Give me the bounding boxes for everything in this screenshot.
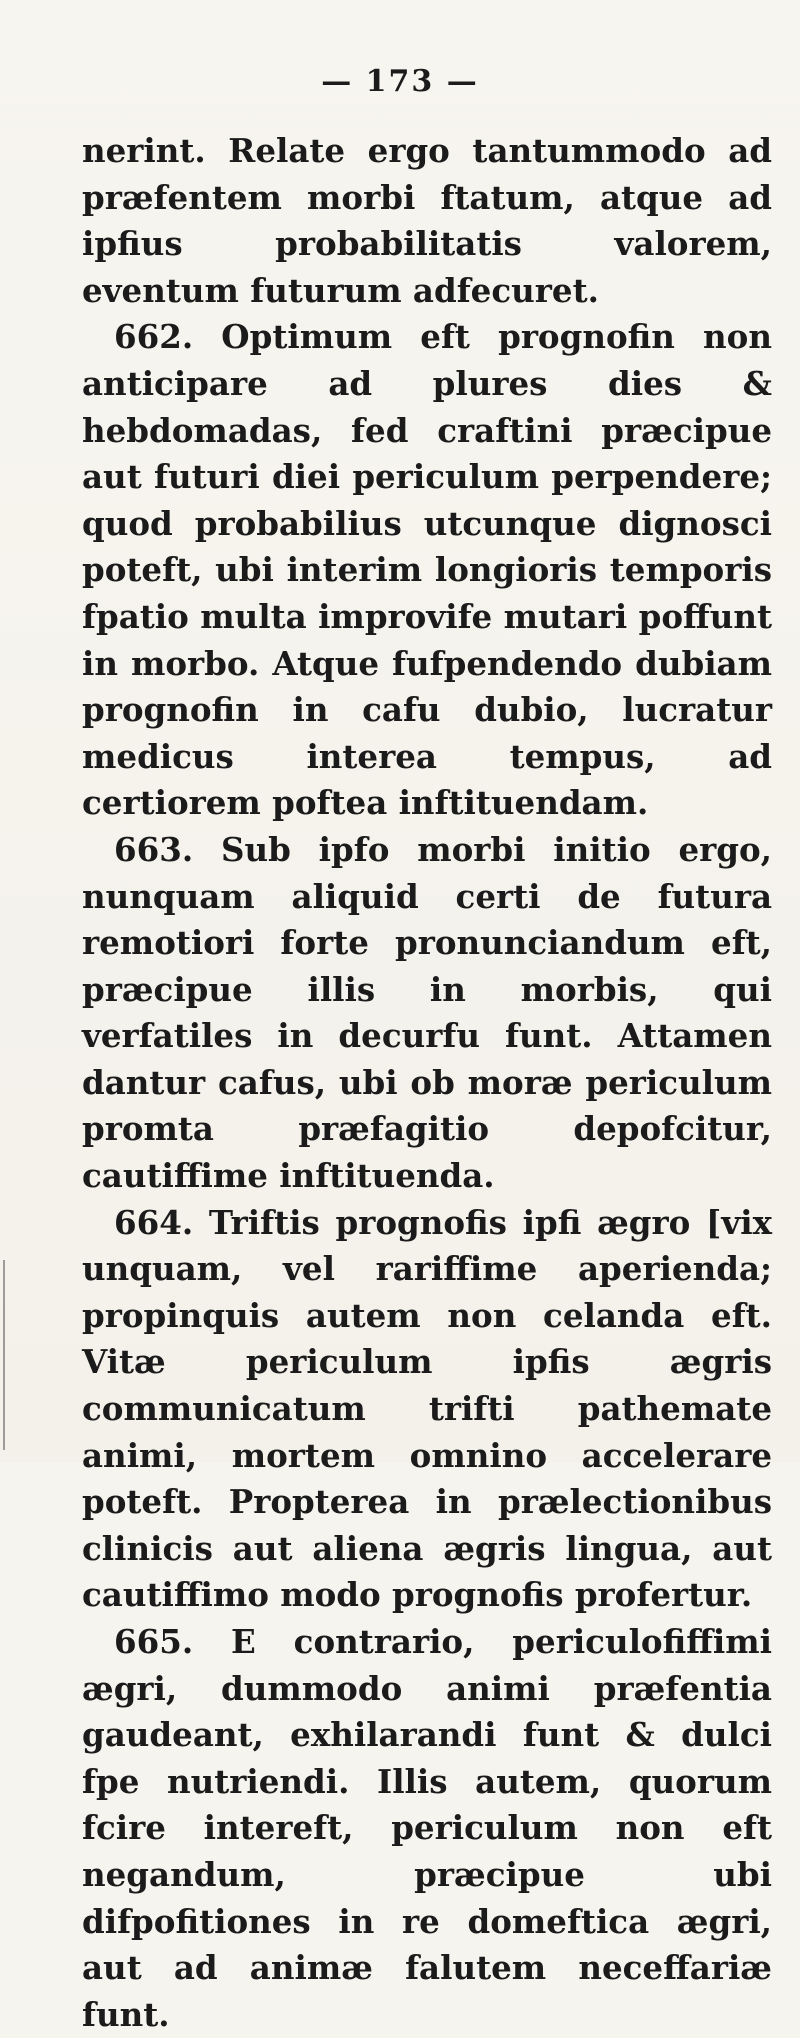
page-number-header: — 173 — bbox=[321, 64, 479, 99]
page-body bbox=[82, 128, 772, 2038]
paragraph-665: 665. E contrario, periculofiffimi ægri, dummodo animi præfentia gaudeant, exhilarandi funt & dulci fpe nutriendi. Illis autem, quorum fcire intereft, periculum non eft negandum, præcipue ubi difpofitiones in re domeftica ægri, aut ad animæ falutem neceffariæ funt. bbox=[82, 1622, 772, 2034]
paragraph-662: 662. Optimum eft prognofin non anticipare ad plures dies & hebdomadas, fed craftini præcipue aut futuri diei periculum perpendere; quod probabilius utcunque dignosci poteft, ubi interim longioris temporis fpatio multa improvife mutari poffunt in morbo. Atque fufpendendo dubiam prognofin in cafu dubio, lucratur medicus interea tempus, ad certiorem pofteа inftituendam. bbox=[82, 317, 772, 823]
paragraph-664: 664. Triftis prognofis ipfi ægro [vix unquam, vel rariffime aperienda; propinquis autem non celanda eft. Vitæ periculum ipfis ægris communicatum trifti pathemate animi, mortem omnino accelerare poteft. Propterea in prælectionibus clinicis aut aliena ægris lingua, aut cautiffimo modo prognofis profertur. bbox=[82, 1202, 772, 1615]
paragraph-663: 663. Sub ipfo morbi initio ergo, nunquam aliquid certi de futura remotiori forte pronunciandum eft, præcipue illis in morbis, qui verfatiles in decurfu funt. Attamen dantur cafus, ubi ob moræ periculum promta præfagitio depofcitur, cautiffime inftituenda. bbox=[82, 829, 772, 1196]
page-edge-shadow bbox=[3, 1260, 5, 1450]
paragraph-continuation: nerint. Relate ergo tantummodo ad præfentem morbi ftatum, atque ad ipfius probabilitatis valorem, eventum futurum adfecuret. bbox=[82, 131, 772, 310]
